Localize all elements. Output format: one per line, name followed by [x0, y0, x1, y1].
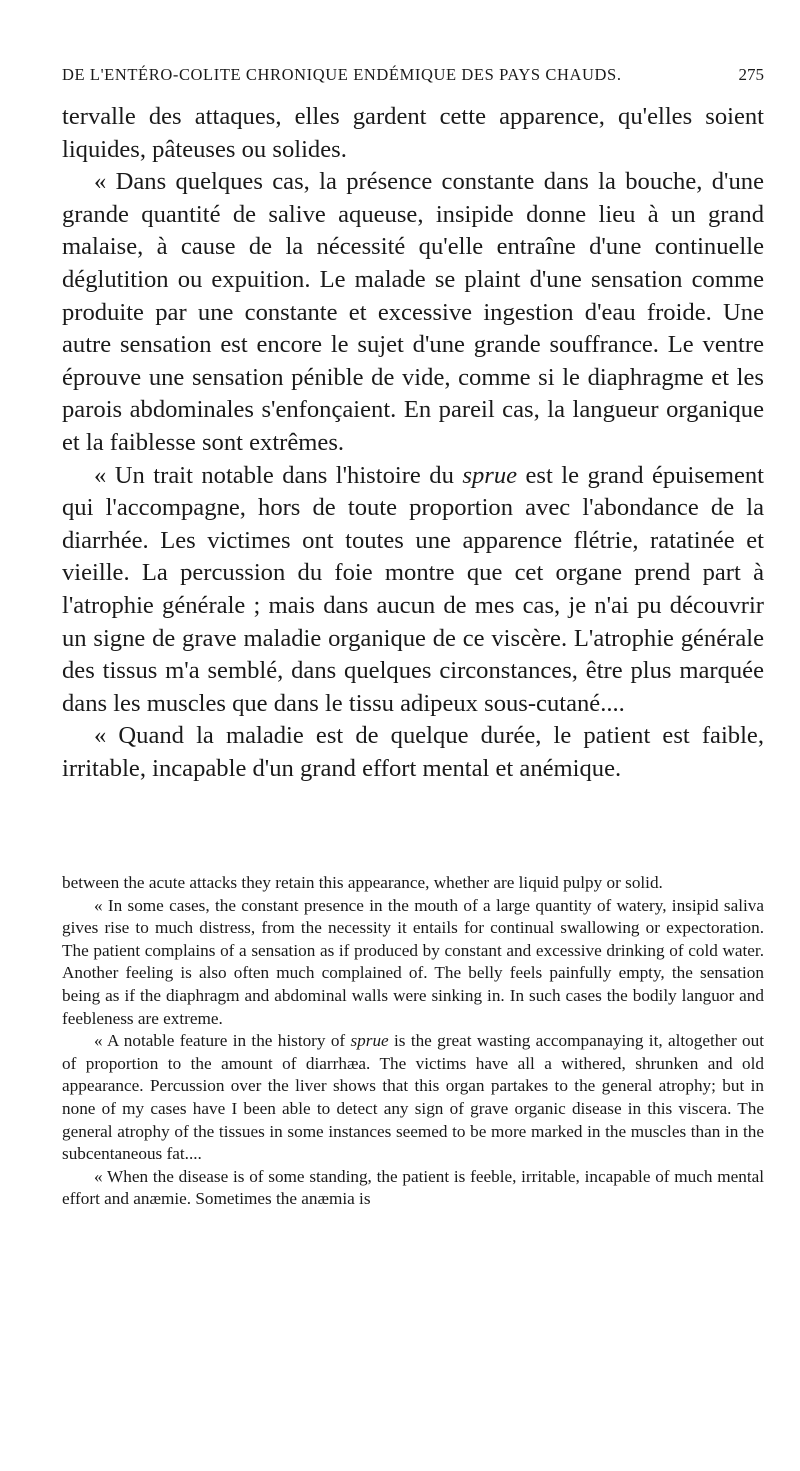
english-paragraph-1: between the acute attacks they retain this appearance, whether are liquid pulpy or solid.	[62, 873, 663, 892]
french-paragraph-3-start: « Un trait notable dans l'histoire du	[94, 461, 463, 489]
english-paragraph-3	[62, 1030, 764, 1166]
french-paragraph-1: tervalle des attaques, elles gardent cette apparence, qu'elles soient liquides, pâteuses ou solides.	[62, 103, 764, 163]
running-title: DE L'ENTÉRO-COLITE CHRONIQUE ENDÉMIQUE DES PAYS CHAUDS.	[62, 65, 622, 84]
french-paragraph-3-end: est le grand épuisement qui l'accompagne, hors de toute proportion avec l'abondance de la diarrhée. Les victimes ont toutes une apparence flétrie, ratatinée et vieille. La percussion du foie montre que cet organe prend part à l'atrophie générale ; mais dans aucun de mes cas, je n'ai pu découvrir un signe de grave maladie organique de ce viscère. L'atrophie générale des tissus m'a semblé, dans quelques circonstances, être plus marquée dans les muscles que dans le tissu adipeux sous-cutané....	[62, 461, 764, 717]
french-text-block	[62, 101, 764, 785]
english-text-block	[62, 872, 764, 1211]
english-paragraph-2: « In some cases, the constant presence in the mouth of a large quantity of watery, insipid saliva gives rise to much distress, from the necessity it entails for continual swallowing or expectoration. The patient complains of a sensation as if produced by constant and excessive drinking of cold water. Another feeling is also often much complained of. The belly feels painfully empty, the sensation being as if the diaphragm and abdominal walls were sinking in. In such cases the bodily languor and feebleness are extreme.	[62, 895, 764, 1028]
french-paragraph-2: « Dans quelques cas, la présence constante dans la bouche, d'une grande quantité de salive aqueuse, insipide donne lieu à un grand malaise, à cause de la nécessité qu'elle entraîne d'une continuelle déglutition ou expuition. Le malade se plaint d'une sensation comme produite par une constante et excessive ingestion d'eau froide. Une autre sensation est encore le sujet d'une grande souffrance. Le ventre éprouve une sensation pénible de vide, comme si le diaphragme et les parois abdominales s'enfonçaient. En pareil cas, la langueur organique et la faiblesse sont extrêmes.	[62, 168, 764, 456]
page-number: 275	[738, 65, 764, 84]
french-paragraph-3	[62, 460, 764, 721]
english-paragraph-3-start: « A notable feature in the history of	[94, 1031, 351, 1051]
page-header	[62, 60, 764, 90]
french-sprue-term: sprue	[462, 461, 518, 489]
french-paragraph-4: « Quand la maladie est de quelque durée, le patient est faible, irritable, incapable d'un grand effort mental et anémique.	[62, 722, 764, 782]
english-paragraph-4: « When the disease is of some standing, the patient is feeble, irritable, incapable of much mental effort and anæmie. Sometimes the anæmia is	[62, 1166, 764, 1209]
english-sprue-term: sprue	[350, 1031, 389, 1051]
english-paragraph-3-end: is the great wasting accompanaying it, altogether out of proportion to the amount of diarrhæa. The victims have all a withered, shrunken and old appearance. Percussion over the liver shows that this organ partakes to the general atrophy; but in none of my cases have I been able to detect any sign of grave organic disease in this viscera. The general atrophy of the tissues in some instances seemed to be more marked in the muscles than in the subcentaneous fat....	[62, 1031, 764, 1164]
